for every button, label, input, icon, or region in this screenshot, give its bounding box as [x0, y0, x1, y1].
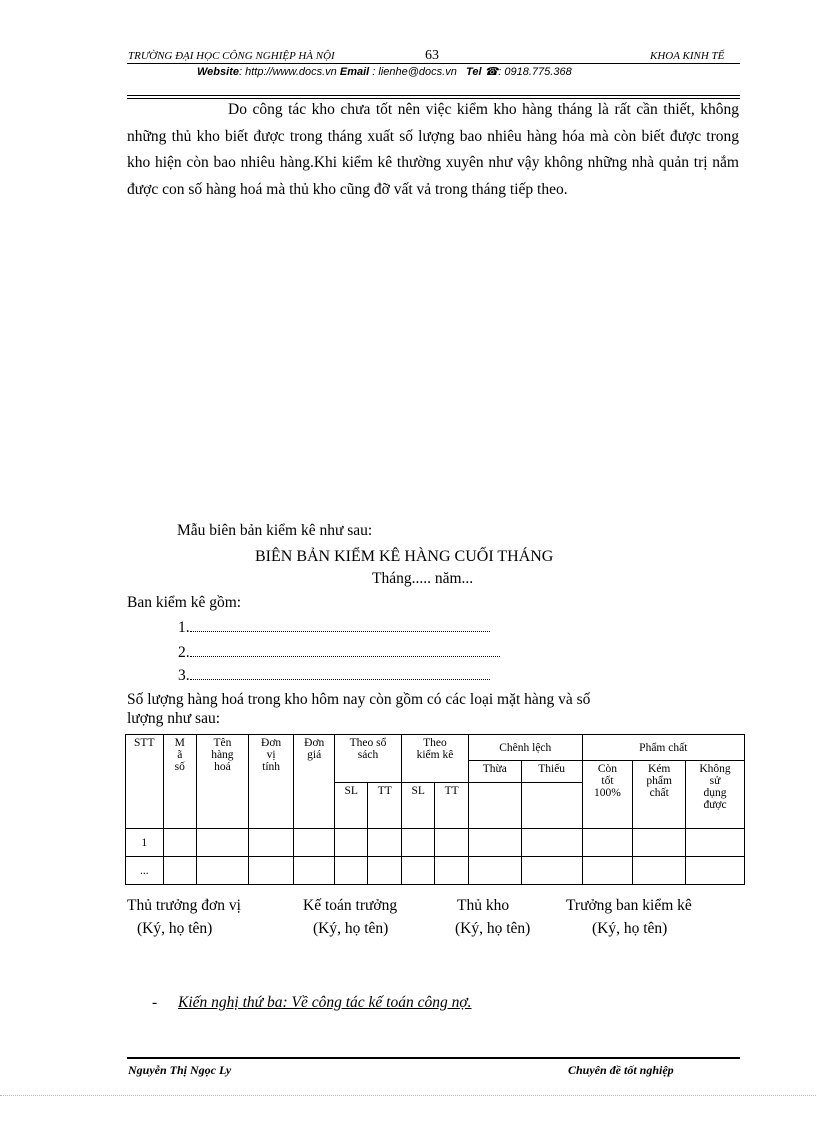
table-row [126, 857, 745, 885]
paragraph-text: Do công tác kho chưa tốt nên việc kiểm kho hàng tháng là rất cần thiết, không những thủ kho biết được trong tháng xuất số lượng bao nhiêu hàng hóa mà còn biết được trong kho hiện còn bao nhiêu hàng.Khi kiểm kê thường xuyên như vậy không những nhà quản trị nắm được con số hàng hoá mà thủ kho cũng đỡ vất vả trong tháng tiếp theo. [127, 101, 739, 198]
footer-author: Nguyễn Thị Ngọc Ly [128, 1063, 232, 1077]
col-thieu: Thiếu [521, 761, 582, 783]
member-line-3 [178, 667, 490, 685]
page-bottom-edge [0, 1095, 816, 1096]
header-contact [197, 65, 572, 78]
member-number-1: 1. [178, 619, 190, 636]
email-label: Email [339, 66, 370, 78]
stock-line-2: lượng như sau: [127, 710, 221, 727]
member-number-2: 2. [178, 644, 190, 661]
signature-role-storekeeper: Thủ kho [457, 897, 510, 914]
signature-role-committee: Trưởng ban kiểm kê [566, 897, 692, 914]
tel-label: Tel [466, 66, 482, 78]
signature-role-accountant: Kế toán trưởng [303, 897, 398, 914]
header-school: TRƯỜNG ĐẠI HỌC CÔNG NGHIỆP HÀ NỘI [128, 50, 335, 62]
committee-label: Ban kiểm kê gồm: [127, 594, 242, 611]
header-faculty: KHOA KINH TẾ [650, 50, 725, 62]
col-don-vi: Đơn vị tính [248, 735, 294, 829]
header-rule-bottom [127, 95, 740, 96]
recommendation-text: Kiến nghị thứ ba: Về công tác kế toán công nợ. [178, 994, 472, 1011]
col-pham-chat: Phẩm chất [582, 735, 744, 761]
form-date: Tháng..... năm... [372, 570, 474, 587]
inventory-table [125, 734, 745, 885]
col-theo-kiem-ke: Theo kiểm kê [401, 735, 468, 783]
member-line-2 [178, 644, 500, 662]
col-theo-so-sach: Theo sổ sách [335, 735, 402, 783]
col-tt-so-sach: TT [368, 783, 401, 829]
signature-note-2: (Ký, họ tên) [313, 920, 389, 937]
row-stt: 1 [126, 829, 164, 857]
col-stt: STT [126, 735, 164, 829]
phone-icon: ☎ [484, 66, 499, 78]
footer-topic: Chuyên đề tốt nghiệp [568, 1063, 674, 1077]
col-con-tot: Còn tốt 100% [582, 761, 633, 829]
col-kem-pham-chat: Kém phẩm chất [633, 761, 686, 829]
row-stt: ... [126, 857, 164, 885]
form-intro: Mẫu biên bản kiểm kê như sau: [177, 522, 373, 539]
col-tt-kiem-ke: TT [435, 783, 468, 829]
footer-rule [127, 1057, 740, 1059]
form-title: BIÊN BẢN KIỂM KÊ HÀNG CUỐI THÁNG [255, 548, 554, 565]
email-value: : lienhe@docs.vn [372, 66, 457, 78]
member-number-3: 3. [178, 667, 190, 684]
table-row [126, 829, 745, 857]
cell-thieu-blank [521, 783, 582, 829]
col-sl-kiem-ke: SL [401, 783, 434, 829]
col-thua: Thừa [468, 761, 521, 783]
cell-thua-blank [468, 783, 521, 829]
signature-role-head: Thủ trưởng đơn vị [127, 897, 241, 914]
member-line-1 [178, 619, 490, 637]
signature-note-1: (Ký, họ tên) [137, 920, 213, 937]
website-value: : http://www.docs.vn [238, 66, 337, 78]
recommendation-dash: - [152, 994, 158, 1011]
col-khong-su-dung: Không sử dụng được [686, 761, 745, 829]
tel-value: : 0918.775.368 [498, 66, 572, 78]
col-sl-so-sach: SL [335, 783, 368, 829]
col-ten-hang: Tên hàng hoá [197, 735, 249, 829]
website-label: Website [197, 66, 239, 78]
header-rule [127, 63, 740, 64]
body-paragraph [127, 97, 739, 203]
signature-note-3: (Ký, họ tên) [455, 920, 531, 937]
col-chenh-lech: Chênh lệch [468, 735, 582, 761]
stock-line-1: Số lượng hàng hoá trong kho hôm nay còn gồm có các loại mặt hàng và số [127, 691, 591, 708]
col-ma-so: M ã số [163, 735, 196, 829]
header-page-number: 63 [425, 48, 439, 63]
col-don-gia: Đơn giá [294, 735, 335, 829]
signature-note-4: (Ký, họ tên) [592, 920, 668, 937]
